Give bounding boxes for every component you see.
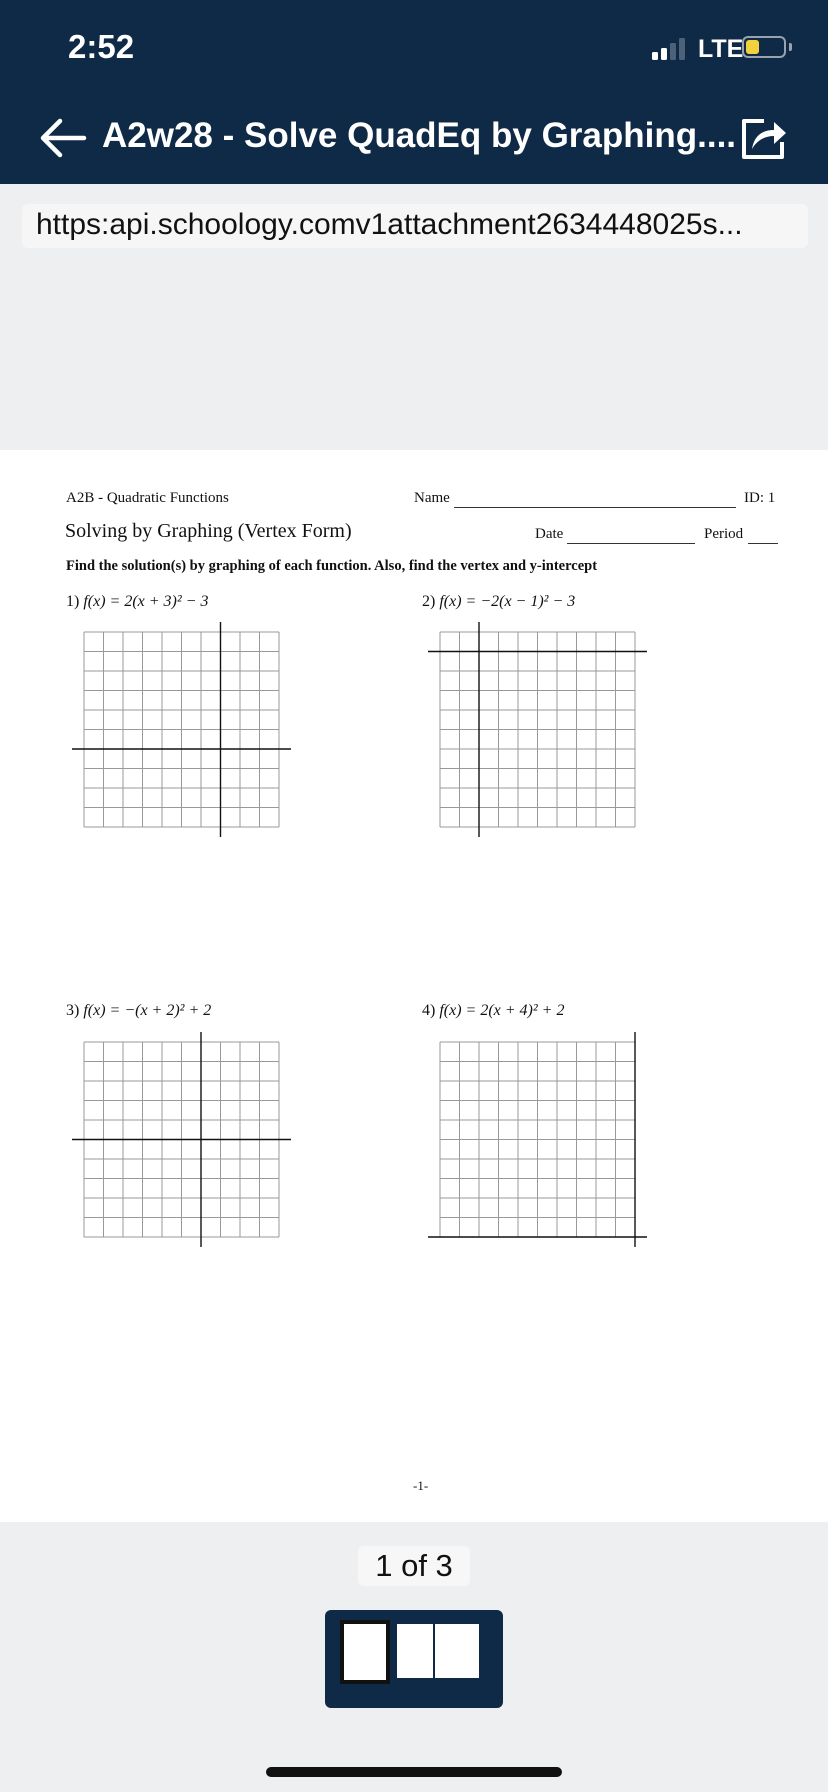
grid-lines <box>440 632 635 827</box>
page-counter: 1 of 3 <box>358 1546 470 1586</box>
battery-icon <box>742 36 786 58</box>
back-arrow-icon[interactable] <box>38 116 88 160</box>
period-line <box>748 543 778 544</box>
course-label: A2B - Quadratic Functions <box>66 490 229 506</box>
graph-grid-3 <box>62 1030 312 1252</box>
problem-1 <box>66 593 208 611</box>
page-thumbnail-1[interactable] <box>340 1620 390 1684</box>
problem-3 <box>66 1002 211 1020</box>
name-label: Name <box>414 490 450 506</box>
problem-4 <box>422 1002 564 1020</box>
graph-grid-4 <box>418 1030 668 1252</box>
problem-equation: f(x) = 2(x + 3)² − 3 <box>83 593 209 610</box>
problem-equation: f(x) = −2(x − 1)² − 3 <box>439 593 576 610</box>
page-footer: -1- <box>413 1478 429 1493</box>
graph-grid-2 <box>418 620 668 842</box>
instructions: Find the solution(s) by graphing of each function. Also, find the vertex and y-intercept <box>66 558 598 574</box>
id-label: ID: 1 <box>744 490 776 506</box>
battery-tip <box>789 43 792 51</box>
problem-number: 4) <box>422 1002 436 1019</box>
page-thumbnails <box>325 1610 503 1708</box>
name-line <box>454 507 736 508</box>
status-time: 2:52 <box>68 28 135 65</box>
page-thumbnail-3[interactable] <box>435 1624 479 1678</box>
app-header <box>0 0 828 184</box>
worksheet-title: Solving by Graphing (Vertex Form) <box>65 520 352 542</box>
home-indicator <box>266 1767 562 1777</box>
document-page <box>0 450 828 1522</box>
grid-lines <box>84 632 279 827</box>
page-thumbnail-2[interactable] <box>397 1624 433 1678</box>
problem-number: 2) <box>422 593 436 610</box>
graph-grid-1 <box>62 620 312 842</box>
date-label: Date <box>535 526 564 542</box>
share-icon[interactable] <box>738 116 788 162</box>
network-label: LTE <box>698 35 744 63</box>
date-line <box>567 543 695 544</box>
signal-icon <box>652 38 692 60</box>
problem-2 <box>422 593 575 611</box>
grid-lines <box>440 1042 635 1237</box>
period-label: Period <box>704 526 744 542</box>
url-text: https:api.schoology.comv1attachment2634448025s... <box>36 208 743 241</box>
url-bar[interactable] <box>22 204 808 248</box>
problem-number: 1) <box>66 593 80 610</box>
problem-equation: f(x) = 2(x + 4)² + 2 <box>439 1002 565 1019</box>
document-title: A2w28 - Solve QuadEq by Graphing.... <box>102 116 737 155</box>
problem-equation: f(x) = −(x + 2)² + 2 <box>83 1002 212 1019</box>
problem-number: 3) <box>66 1002 80 1019</box>
